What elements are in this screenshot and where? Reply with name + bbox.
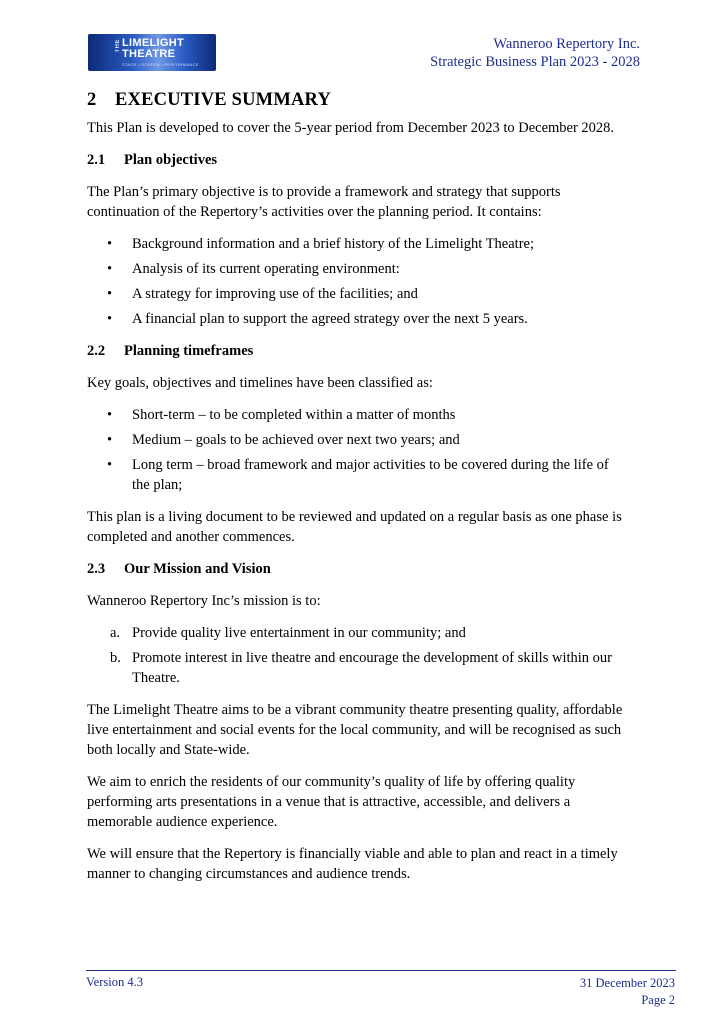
viability-paragraph: We will ensure that the Repertory is financially viable and able to plan and react in a timely manner to changing circumstances and audience trends. <box>87 846 618 882</box>
document-header <box>430 35 640 71</box>
list-item <box>87 623 627 643</box>
subsection-number: 2.1 <box>87 152 106 168</box>
logo-line2: THEATRE <box>122 48 176 60</box>
limelight-theatre-logo <box>88 34 216 71</box>
document-body <box>87 88 627 896</box>
subsection-number: 2.2 <box>87 343 106 359</box>
organisation-name: Wanneroo Repertory Inc. <box>493 36 640 52</box>
timeframes-closing-paragraph: This plan is a living document to be reviewed and updated on a regular basis as one phase is completed and another commences. <box>87 509 622 545</box>
timeframes-paragraph: Key goals, objectives and timelines have been classified as: <box>87 375 433 391</box>
footer-date: 31 December 2023 <box>579 976 675 990</box>
page-number: Page 2 <box>641 993 675 1007</box>
list-item: • A strategy for improving use of the facilities; and <box>87 284 627 304</box>
objectives-paragraph: The Plan’s primary objective is to provide a framework and strategy that supports continuation of the Repertory’s activities over the planning period. It contains: <box>87 184 561 220</box>
list-marker: a. <box>110 625 121 641</box>
footer-meta <box>580 975 675 1009</box>
subsection-title: Our Mission and Vision <box>124 561 271 577</box>
timeframes-list <box>87 405 627 495</box>
list-item <box>87 648 627 688</box>
subsection-title: Plan objectives <box>124 152 218 168</box>
vision-paragraph: The Limelight Theatre aims to be a vibrant community theatre presenting quality, affordable live entertainment and social events for the local community, and will be recognised as such both locally and State-wide. <box>87 702 623 758</box>
list-item-text: Provide quality live entertainment in our community; and <box>132 625 466 641</box>
list-item: • Analysis of its current operating environment: <box>87 259 627 279</box>
footer-version: Version 4.3 <box>86 975 143 989</box>
mission-paragraph: Wanneroo Repertory Inc’s mission is to: <box>87 593 321 609</box>
logo-tagline: STAGE • SCREEN • PERFORMANCE <box>122 62 199 67</box>
list-item: • Background information and a brief history of the Limelight Theatre; <box>87 234 627 254</box>
section-heading <box>87 88 627 112</box>
section-number: 2 <box>87 90 97 110</box>
subsection-heading-timeframes <box>87 341 627 361</box>
list-item: • Medium – goals to be achieved over next two years; and <box>87 430 627 450</box>
logo-prefix: THE <box>115 39 121 53</box>
list-item: • Short-term – to be completed within a matter of months <box>87 405 627 425</box>
objectives-list <box>87 234 627 329</box>
section-title: EXECUTIVE SUMMARY <box>115 90 332 110</box>
mission-list <box>87 623 627 688</box>
list-item-text: Promote interest in live theatre and encourage the development of skills within our Theatre. <box>132 650 612 686</box>
subsection-heading-objectives <box>87 150 627 170</box>
list-marker: b. <box>110 650 121 666</box>
intro-paragraph: This Plan is developed to cover the 5-year period from December 2023 to December 2028. <box>87 120 615 136</box>
subsection-number: 2.3 <box>87 561 106 577</box>
logo-line1: LIMELIGHT <box>122 37 184 49</box>
list-item: • Long term – broad framework and major activities to be covered during the life of the plan; <box>87 455 627 495</box>
footer-divider <box>86 970 676 971</box>
community-paragraph: We aim to enrich the residents of our community’s quality of life by offering quality performing arts presentations in a venue that is attractive, accessible, and delivers a memorable audience experience. <box>87 774 576 830</box>
subsection-heading-mission <box>87 559 627 579</box>
subsection-title: Planning timeframes <box>124 343 254 359</box>
list-item: • A financial plan to support the agreed strategy over the next 5 years. <box>87 309 627 329</box>
plan-title: Strategic Business Plan 2023 - 2028 <box>430 54 640 70</box>
